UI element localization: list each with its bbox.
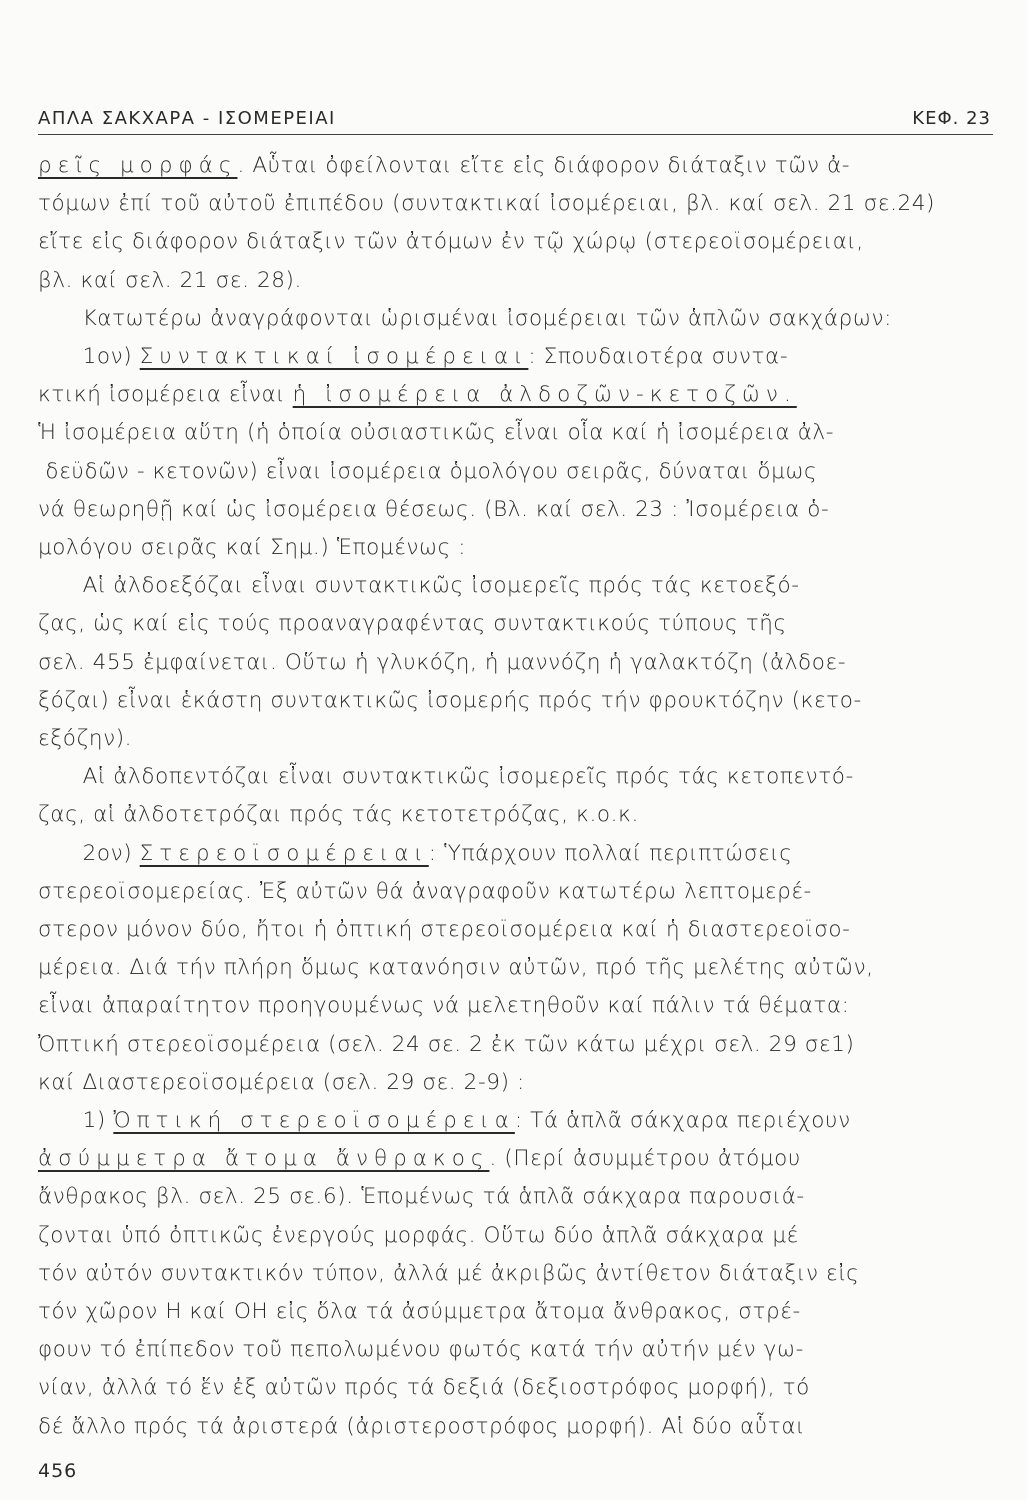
text-line: [38, 301, 892, 337]
text-line: [38, 263, 302, 299]
text-run: στερον μόνον δύο, ἤτοι ἡ ὀπτική στερεοϊσομέρεια καί ἡ διαστερεοϊσο-: [38, 917, 851, 942]
text-run: ζονται ὑπό ὀπτικῶς ἐνεργούς μορφάς. Οὕτω δύο ἁπλᾶ σάκχαρα μέ: [38, 1222, 799, 1248]
text-line: [38, 1370, 810, 1406]
emphasized-term: ρεῖς μορφάς: [38, 153, 238, 178]
text-run: . (Περί ἀσυμμέτρου ἀτόμου: [489, 1146, 801, 1172]
text-line: [38, 912, 851, 948]
text-run: Αἱ ἀλδοπεντόζαι εἶναι συντακτικῶς ἰσομερεῖς πρός τάς κετοπεντό-: [38, 764, 854, 790]
text-line: [38, 874, 812, 910]
text-run: ζας, ὡς καί εἰς τούς προαναγραφέντας συντακτικούς τύπους τῆς: [38, 611, 787, 637]
text-run: Αἱ ἀλδοεξόζαι εἶναι συντακτικῶς ἰσομερεῖς πρός τάς κετοεξό-: [38, 573, 800, 599]
text-run: εξόζην).: [38, 726, 133, 751]
text-line: [38, 759, 854, 795]
text-run: φουν τό ἐπίπεδον τοῦ πεπολωμένου φωτός κατά τήν αὐτήν μέν γω-: [38, 1337, 804, 1363]
text-run: μολόγου σειρᾶς καί Σημ.) Ἑπομένως :: [38, 535, 467, 560]
text-run: ζας, αἱ ἀλδοτετρόζαι πρός τάς κετοτετρόζας, κ.ο.κ.: [38, 802, 639, 828]
text-run: Ὀπτική στερεοϊσομέρεια (σελ. 24 σε. 2 ἐκ τῶν κάτω μέχρι σελ. 29 σε1): [38, 1031, 855, 1057]
text-line: [38, 1294, 801, 1330]
text-run: εἴτε εἰς διάφορον διάταξιν τῶν ἀτόμων ἐν τῷ χώρῳ (στερεοϊσομέρειαι,: [38, 229, 864, 255]
text-run: τόν αὐτόν συντακτικόν τύπον, ἀλλά μέ ἀκριβῶς ἀντίθετον διάταξιν εἰς: [38, 1260, 860, 1286]
text-line: [38, 950, 874, 986]
text-run: νίαν, ἀλλά τό ἕν ἐξ αὐτῶν πρός τά δεξιά (δεξιοστρόφος μορφή), τό: [38, 1375, 810, 1401]
text-run: 1): [38, 1108, 114, 1133]
text-run: δέ ἄλλο πρός τά ἀριστερά (ἀριστεροστρόφος μορφή). Αἱ δύο αὗται: [38, 1413, 806, 1439]
text-line: [38, 1332, 804, 1368]
text-line: [38, 186, 935, 222]
text-run: : Σπουδαιοτέρα συντα-: [528, 344, 789, 369]
text-run: δεϋδῶν - κετονῶν) εἶναι ἰσομέρεια ὁμολόγου σειρᾶς, δύναται ὅμως: [38, 458, 818, 484]
text-run: μέρεια. Διά τήν πλήρη ὅμως κατανόησιν αὐτῶν, πρό τῆς μελέτης αὐτῶν,: [38, 955, 874, 981]
page-number: 456: [38, 1460, 78, 1482]
text-line: [38, 492, 829, 528]
text-line: [38, 1103, 851, 1139]
text-line: [38, 454, 817, 490]
text-line: [38, 645, 846, 681]
text-run: τόμων ἐπί τοῦ αὐτοῦ ἐπιπέδου (συντακτικαί ἰσομέρειαι, βλ. καί σελ. 21 σε.24): [38, 191, 936, 217]
text-line: [38, 339, 788, 375]
text-run: ἄνθρακος βλ. σελ. 25 σε.6). Ἑπομένως τά ἁπλᾶ σάκχαρα παρουσιά-: [38, 1184, 805, 1210]
text-line: [38, 415, 834, 451]
text-line: [38, 377, 797, 413]
text-line: [38, 836, 793, 872]
text-run: κτική ἰσομέρεια εἶναι: [38, 382, 293, 408]
text-run: 1ον): [38, 344, 140, 369]
text-run: νά θεωρηθῇ καί ὡς ἰσομέρεια θέσεως. (Βλ. καί σελ. 23 : Ἰσομέρεια ὁ-: [38, 496, 830, 522]
emphasized-term: Στερεοϊσομέρειαι: [139, 840, 429, 866]
text-line: [38, 797, 639, 833]
text-run: Κατωτέρω ἀναγράφονται ὡρισμέναι ἰσομέρειαι τῶν ἁπλῶν σακχάρων:: [38, 305, 892, 331]
text-line: [38, 148, 850, 184]
text-line: [38, 568, 800, 604]
text-run: 2ον): [38, 840, 140, 866]
text-run: . Αὗται ὀφείλονται εἴτε εἰς διάφορον διάταξιν τῶν ἀ-: [237, 153, 851, 178]
header-title: ΑΠΛΑ ΣΑΚΧΑΡΑ - ΙΣΟΜΕΡΕΙΑΙ: [38, 108, 336, 129]
emphasized-term: ἡ ἰσομέρεια ἀλδοζῶν-κετοζῶν.: [292, 382, 797, 408]
text-line: [38, 1218, 799, 1254]
emphasized-term: Ὀπτική στερεοϊσομέρεια: [113, 1108, 515, 1133]
text-run: ξόζαι) εἶναι ἑκάστη συντακτικῶς ἰσομερής πρός τήν φρουκτόζην (κετο-: [38, 687, 862, 713]
text-line: [38, 1141, 801, 1177]
text-run: τόν χῶρον H καί OH εἰς ὅλα τά ἀσύμμετρα ἄτομα ἄνθρακος, στρέ-: [38, 1299, 801, 1324]
text-line: [38, 530, 466, 566]
text-line: [38, 1256, 859, 1292]
text-run: σελ. 455 ἐμφαίνεται. Οὕτω ἡ γλυκόζη, ἡ μαννόζη ἡ γαλακτόζη (ἀλδοε-: [38, 649, 847, 675]
text-run: βλ. καί σελ. 21 σε. 28).: [38, 267, 302, 293]
text-run: Ἡ ἰσομέρεια αὕτη (ἡ ὁποία οὐσιαστικῶς εἶναι οἷα καί ἡ ἰσομέρεια ἀλ-: [38, 420, 835, 446]
emphasized-term: ἀσύμμετρα ἄτομα ἄνθρακος: [38, 1146, 490, 1172]
text-line: [38, 224, 864, 260]
text-run: στερεοϊσομερείας. Ἐξ αὐτῶν θά ἀναγραφοῦν κατωτέρω λεπτομερέ-: [38, 878, 812, 904]
text-line: [38, 721, 132, 757]
text-line: [38, 1409, 805, 1445]
text-line: [38, 1065, 525, 1101]
text-run: : Τά ἁπλᾶ σάκχαρα περιέχουν: [514, 1108, 851, 1133]
text-line: [38, 988, 850, 1024]
text-line: [38, 1179, 805, 1215]
text-run: καί Διαστερεοϊσομέρεια (σελ. 29 σε. 2-9) :: [38, 1069, 525, 1095]
text-line: [38, 683, 862, 719]
emphasized-term: Συντακτικαί ἰσομέρειαι: [139, 344, 529, 369]
chapter-label: ΚΕΦ. 23: [912, 108, 991, 129]
text-run: : Ὑπάρχουν πολλαί περιπτώσεις: [428, 840, 793, 866]
running-header: [38, 104, 993, 135]
text-run: εἶναι ἀπαραίτητον προηγουμένως νά μελετηθοῦν καί πάλιν τά θέματα:: [38, 993, 850, 1019]
text-line: [38, 1027, 855, 1063]
text-line: [38, 606, 787, 642]
